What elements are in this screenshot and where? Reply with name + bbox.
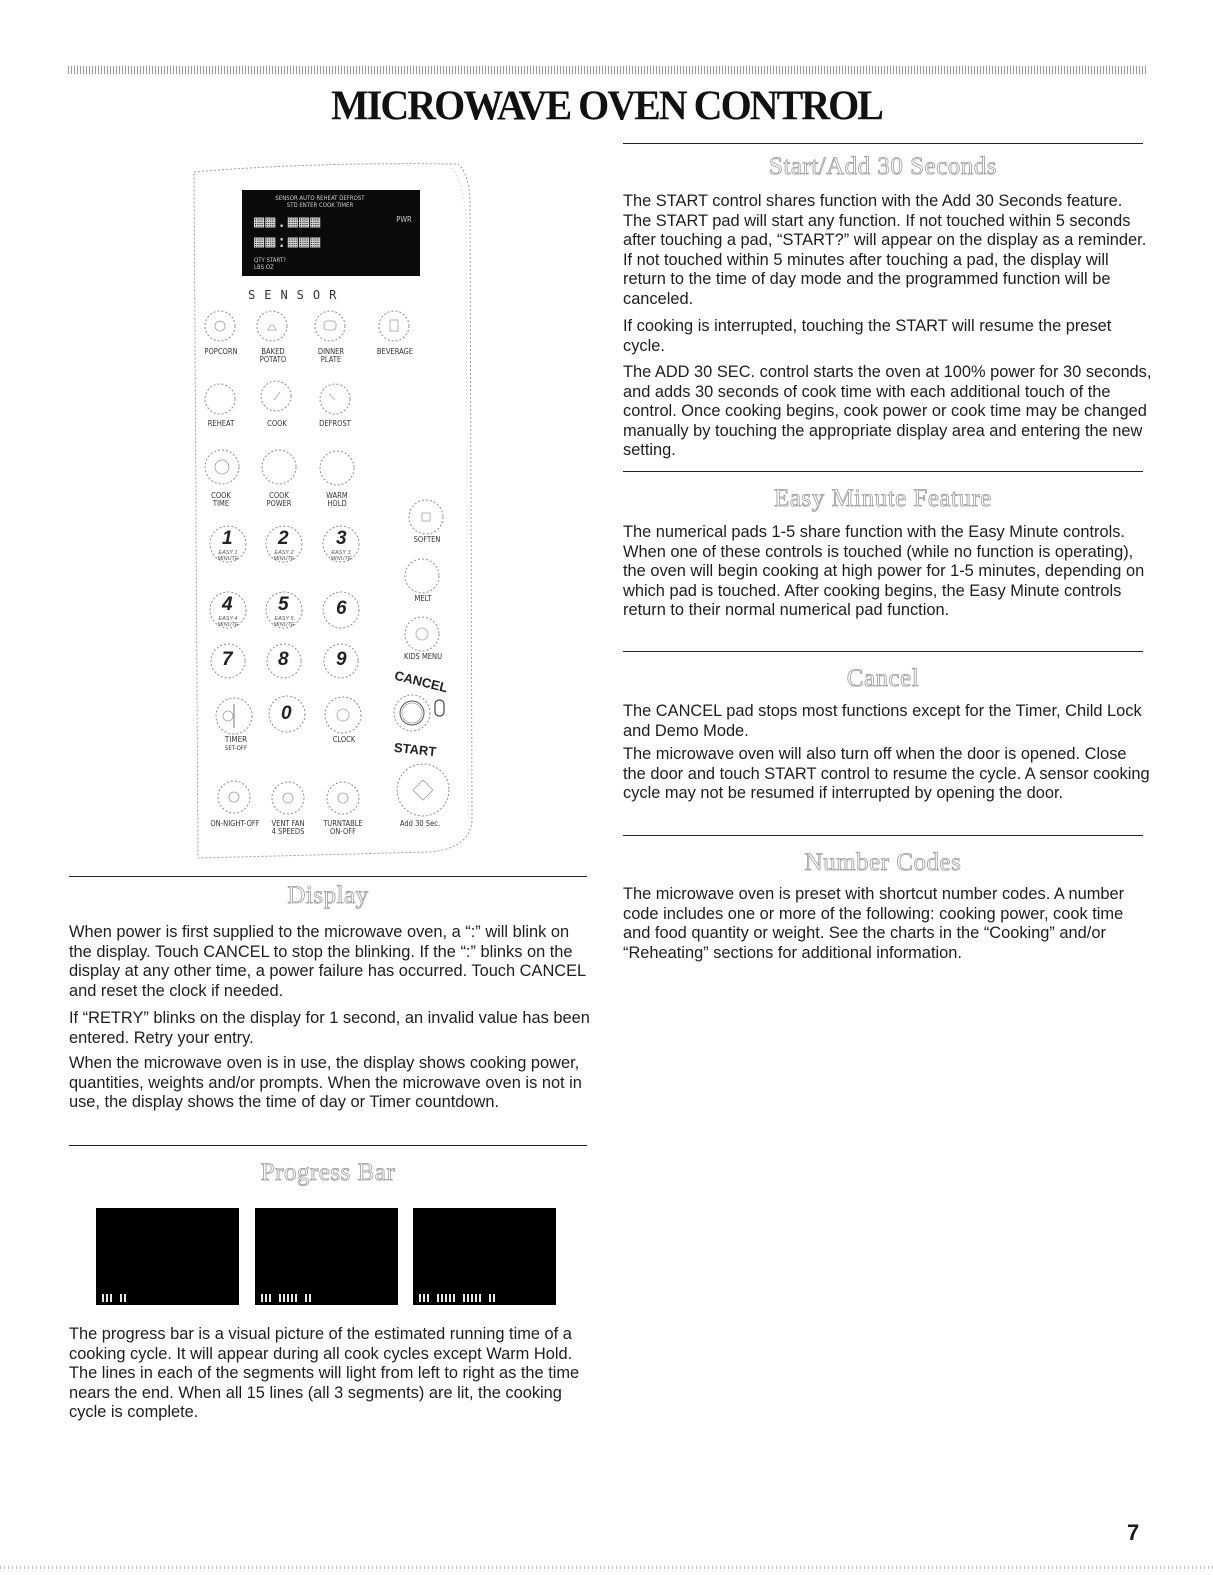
digit-4: 4 <box>222 594 233 615</box>
cook-power-label: COOK POWER <box>266 491 292 508</box>
cancel-paragraph-1: The CANCEL pad stops most functions except for the Timer, Child Lock and Demo Mode. <box>623 702 1142 740</box>
warm-hold-label: WARM HOLD <box>326 491 348 508</box>
easy-minute-4-label: EASY 4 MINUTE <box>217 616 239 628</box>
easy-section-heading: Easy Minute Feature <box>774 485 992 512</box>
cancel-section-heading: Cancel <box>846 665 920 692</box>
progress-bar-line <box>493 1294 495 1302</box>
digit-0: 0 <box>281 703 292 724</box>
progress-paragraph: The progress bar is a visual picture of the estimated running time of a cooking cycle. It will appear during all cook cycles except Warm Hold. The lines in each of the segments will light from left to right as the time nears the end. When all 15 lines (all 3 segments) are lit, the cooking cycle is complete. <box>69 1325 580 1422</box>
progress-bar-line <box>305 1294 307 1302</box>
display-status-labels: SENSOR AUTO REHEAT DEFROST STD ENTER COOK TIMER <box>275 195 365 209</box>
progress-bar-line <box>106 1294 108 1302</box>
digit-8: 8 <box>278 649 289 670</box>
progress-bar-screen-2 <box>255 1208 398 1305</box>
progress-bar-screen-1 <box>96 1208 239 1305</box>
start-paragraph-1: The START control shares function with the Add 30 Seconds feature. The START pad will start any function. If not touched within 5 seconds after touching a pad, “START?” will appear on the display as a reminder. If not touched within 5 minutes after touching a pad, the display will return to the time of day mode and the programmed function will be canceled. <box>623 192 1147 308</box>
progress-bar-line <box>291 1294 293 1302</box>
progress-bar-line <box>479 1294 481 1302</box>
digit-5: 5 <box>278 594 289 615</box>
turntable-label: TURNTABLE ON-OFF <box>323 819 363 836</box>
display-paragraph-2: If “RETRY” blinks on the display for 1 second, an invalid value has been entered. Retry your entry. <box>69 1009 590 1047</box>
digit-6: 6 <box>336 598 347 619</box>
display-segment-digits-row2: ▦▦:▦▦▦ <box>254 232 322 252</box>
progress-bar-line <box>437 1294 439 1302</box>
progress-bar-line <box>283 1294 285 1302</box>
progress-bar-line <box>261 1294 263 1302</box>
codes-section-heading: Number Codes <box>804 849 962 876</box>
sensor-label: SENSOR <box>248 288 346 302</box>
start-pad-label: START <box>393 739 438 760</box>
progress-bar-line <box>449 1294 451 1302</box>
progress-bar-line <box>287 1294 289 1302</box>
progress-bar-line <box>419 1294 421 1302</box>
vent-fan-label: VENT FAN 4 SPEEDS <box>271 819 305 836</box>
kids-menu-label: KIDS MENU <box>403 652 443 661</box>
melt-label: MELT <box>414 594 432 603</box>
display-section-rule <box>69 876 587 877</box>
progress-bar-line <box>463 1294 465 1302</box>
display-qty-start: QTY START? LBS OZ <box>254 257 286 271</box>
progress-bar-line <box>120 1294 122 1302</box>
easy-minute-3-label: EASY 3 MINUTE <box>330 550 352 562</box>
display-segment-digits: ▦▦.▦▦▦ <box>254 212 322 232</box>
timer-label: TIMER <box>224 735 248 744</box>
display-paragraph-1: When power is first supplied to the microwave oven, a “:” will blink on the display. Touch CANCEL to stop the blinking. If the “:” blinks on the display at any other time, a power failure has occurred. Touch CANCEL and reset the clock if needed. <box>69 923 586 1000</box>
progress-bar-line <box>489 1294 491 1302</box>
progress-bar-line <box>265 1294 267 1302</box>
clock-label: CLOCK <box>332 735 356 744</box>
page-title: MICROWAVE OVEN CONTROL <box>331 81 882 130</box>
cancel-section-rule <box>623 651 1143 652</box>
digit-3: 3 <box>336 528 347 549</box>
progress-bar-line <box>467 1294 469 1302</box>
popcorn-label: POPCORN <box>204 347 238 356</box>
page-number: 7 <box>1127 1520 1140 1545</box>
progress-bar-line <box>102 1294 104 1302</box>
digit-7: 7 <box>222 649 233 670</box>
bottom-decorative-band <box>0 1566 1213 1569</box>
progress-bar-line <box>269 1294 271 1302</box>
on-night-off-label: ON-NIGHT-OFF <box>210 819 260 828</box>
start-section-rule <box>623 143 1143 144</box>
progress-bar-line <box>471 1294 473 1302</box>
beverage-label: BEVERAGE <box>376 347 414 356</box>
progress-bar-line <box>309 1294 311 1302</box>
progress-bar-line <box>110 1294 112 1302</box>
top-decorative-band <box>68 66 1148 74</box>
cook-label: COOK <box>267 419 287 428</box>
start-paragraph-2: If cooking is interrupted, touching the START will resume the preset cycle. <box>623 317 1112 355</box>
digit-1: 1 <box>222 528 233 549</box>
easy-minute-1-label: EASY 1 MINUTE <box>217 550 239 562</box>
progress-bar-line <box>427 1294 429 1302</box>
control-panel-illustration <box>190 158 474 860</box>
progress-bar-screen-3 <box>413 1208 556 1305</box>
defrost-label: DEFROST <box>319 419 351 428</box>
progress-bar-line <box>423 1294 425 1302</box>
display-section-heading: Display <box>287 882 369 909</box>
progress-section-rule <box>69 1145 587 1146</box>
progress-bar-line <box>445 1294 447 1302</box>
easy-minute-5-label: EASY 5 MINUTE <box>273 616 295 628</box>
codes-paragraph-1: The microwave oven is preset with shortcut number codes. A number code includes one or more of the following: cooking power, cook time and food quantity or weight. See the charts in the “Cooking” and/or “Reheating” sections for additional information. <box>623 885 1125 962</box>
reheat-label: REHEAT <box>207 419 235 428</box>
easy-minute-2-label: EASY 2 MINUTE <box>273 550 295 562</box>
start-section-heading: Start/Add 30 Seconds <box>768 153 998 180</box>
start-paragraph-3: The ADD 30 SEC. control starts the oven at 100% power for 30 seconds, and adds 30 seconds of cook time with each additional touch of the control. Once cooking begins, cook power or cook time may be changed manually by touching the appropriate display area and entering the new setting. <box>623 363 1152 460</box>
progress-section-heading: Progress Bar <box>260 1159 396 1186</box>
progress-bar-line <box>124 1294 126 1302</box>
progress-bar-line <box>279 1294 281 1302</box>
baked-potato-label: BAKED POTATO <box>259 347 287 364</box>
digit-2: 2 <box>278 528 289 549</box>
add-30-sec-label: Add 30 Sec. <box>399 819 441 828</box>
dinner-plate-label: DINNER PLATE <box>317 347 345 364</box>
progress-bar-line <box>441 1294 443 1302</box>
progress-bar-line <box>295 1294 297 1302</box>
easy-section-rule <box>623 471 1143 472</box>
progress-bar-line <box>453 1294 455 1302</box>
codes-section-rule <box>623 835 1143 836</box>
soften-label: SOFTEN <box>413 535 441 544</box>
cancel-pad-label: CANCEL <box>392 667 450 696</box>
timer-set-off-label: SET-OFF <box>224 745 248 752</box>
easy-paragraph-1: The numerical pads 1-5 share function with the Easy Minute controls. When one of these controls is touched (while no function is operating), the oven will begin cooking at high power for 1-5 minutes, depending on which pad is touched. After cooking begins, the Easy Minute controls return to their normal numerical pad function. <box>623 523 1145 620</box>
cook-time-label: COOK TIME <box>211 491 231 508</box>
display-paragraph-3: When the microwave oven is in use, the display shows cooking power, quantities, weights and/or prompts. When the microwave oven is not in use, the display shows the time of day or Timer countdown. <box>69 1054 582 1112</box>
digit-9: 9 <box>336 649 347 670</box>
cancel-paragraph-2: The microwave oven will also turn off when the door is opened. Close the door and touch START control to resume the cycle. A sensor cooking cycle may not be resumed if interrupted by opening the door. <box>623 745 1150 803</box>
progress-bar-line <box>475 1294 477 1302</box>
display-power-unit: PWR <box>396 215 412 224</box>
